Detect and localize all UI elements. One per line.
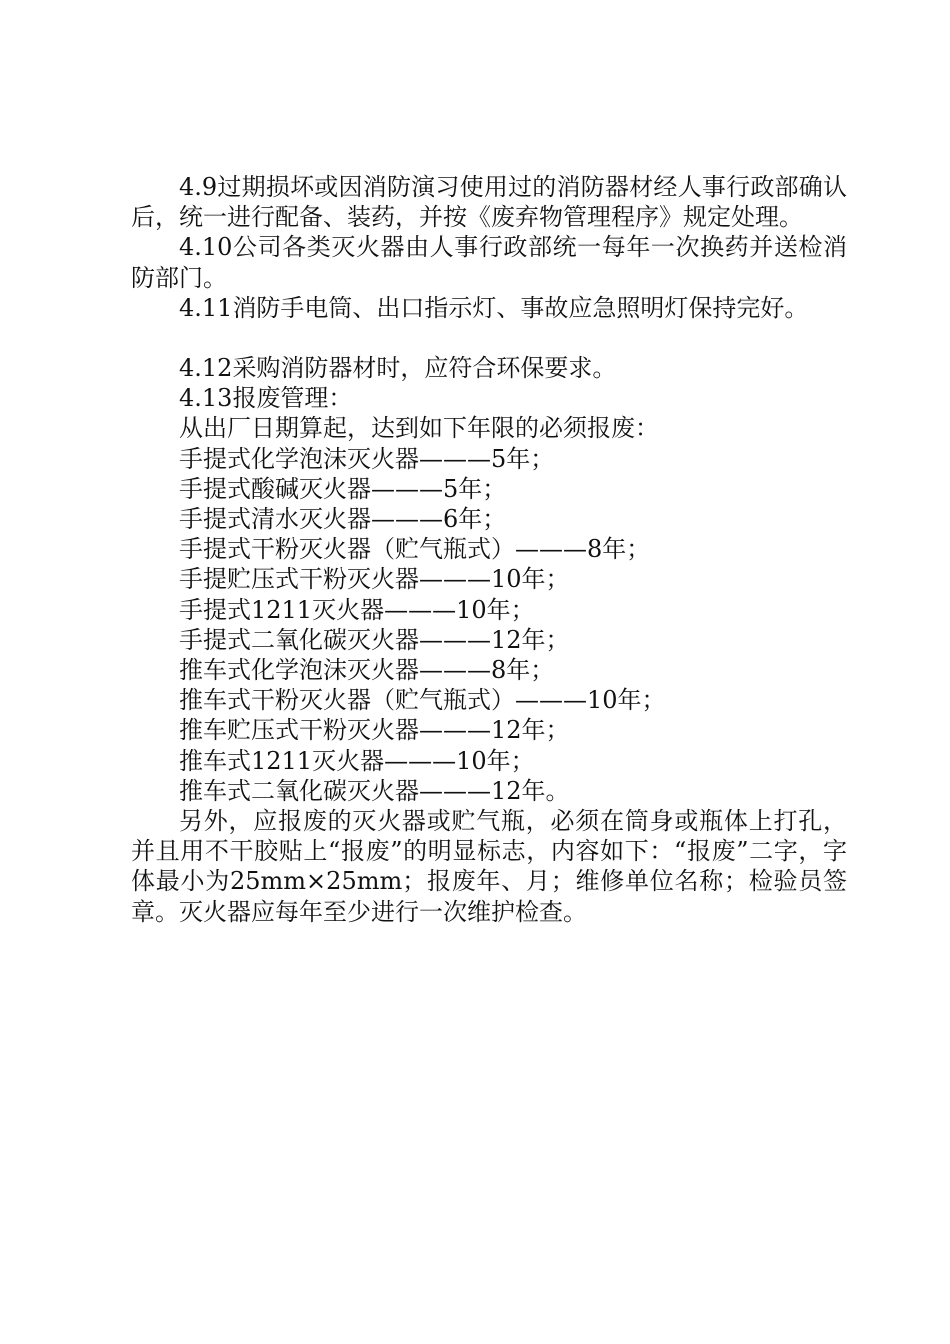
list-item: 手提式酸碱灭火器———5年； [179,474,507,503]
list-item: 手提式化学泡沫灭火器———5年； [179,444,555,473]
list-item: 推车式1211灭火器———10年； [179,746,535,775]
paragraph-4-9: 4.9过期损坏或因消防演习使用过的消防器材经人事行政部确认后，统一进行配备、装药，并按《废弃物管理程序》规定处理。 [131,173,847,232]
list-item: 手提贮压式干粉灭火器———10年； [179,565,570,594]
paragraph-4-12: 4.12采购消防器材时，应符合环保要求。 [179,354,617,383]
list-item: 手提式干粉灭火器（贮气瓶式）———8年； [179,535,651,564]
closing-paragraph: 另外，应报废的灭火器或贮气瓶，必须在筒身或瓶体上打孔，并且用不干胶贴上“报废”的明显标志，内容如下：“报废”二字，字体最小为25mm×25mm；报废年、月；维修单位名称；检验员签章。灭火器应每年至少进行一次维护检查。 [131,807,847,926]
list-item: 手提式1211灭火器———10年； [179,595,535,624]
blank-line [131,323,847,353]
paragraph-4-11: 4.11消防手电筒、出口指示灯、事故应急照明灯保持完好。 [179,293,809,322]
list-item: 推车贮压式干粉灭火器———12年； [179,716,570,745]
paragraph-4-13: 4.13报废管理： [179,384,353,413]
paragraph-4-10: 4.10公司各类灭火器由人事行政部统一每年一次换药并送检消防部门。 [131,233,847,292]
list-item: 推车式二氧化碳灭火器———12年。 [179,776,570,805]
list-item: 手提式清水灭火器———6年； [179,505,507,534]
scrap-intro: 从出厂日期算起，达到如下年限的必须报废： [179,414,659,443]
list-item: 手提式二氧化碳灭火器———12年； [179,625,570,654]
list-item: 推车式干粉灭火器（贮气瓶式）———10年； [179,686,666,715]
document-body [131,172,847,927]
list-item: 推车式化学泡沫灭火器———8年； [179,656,555,685]
